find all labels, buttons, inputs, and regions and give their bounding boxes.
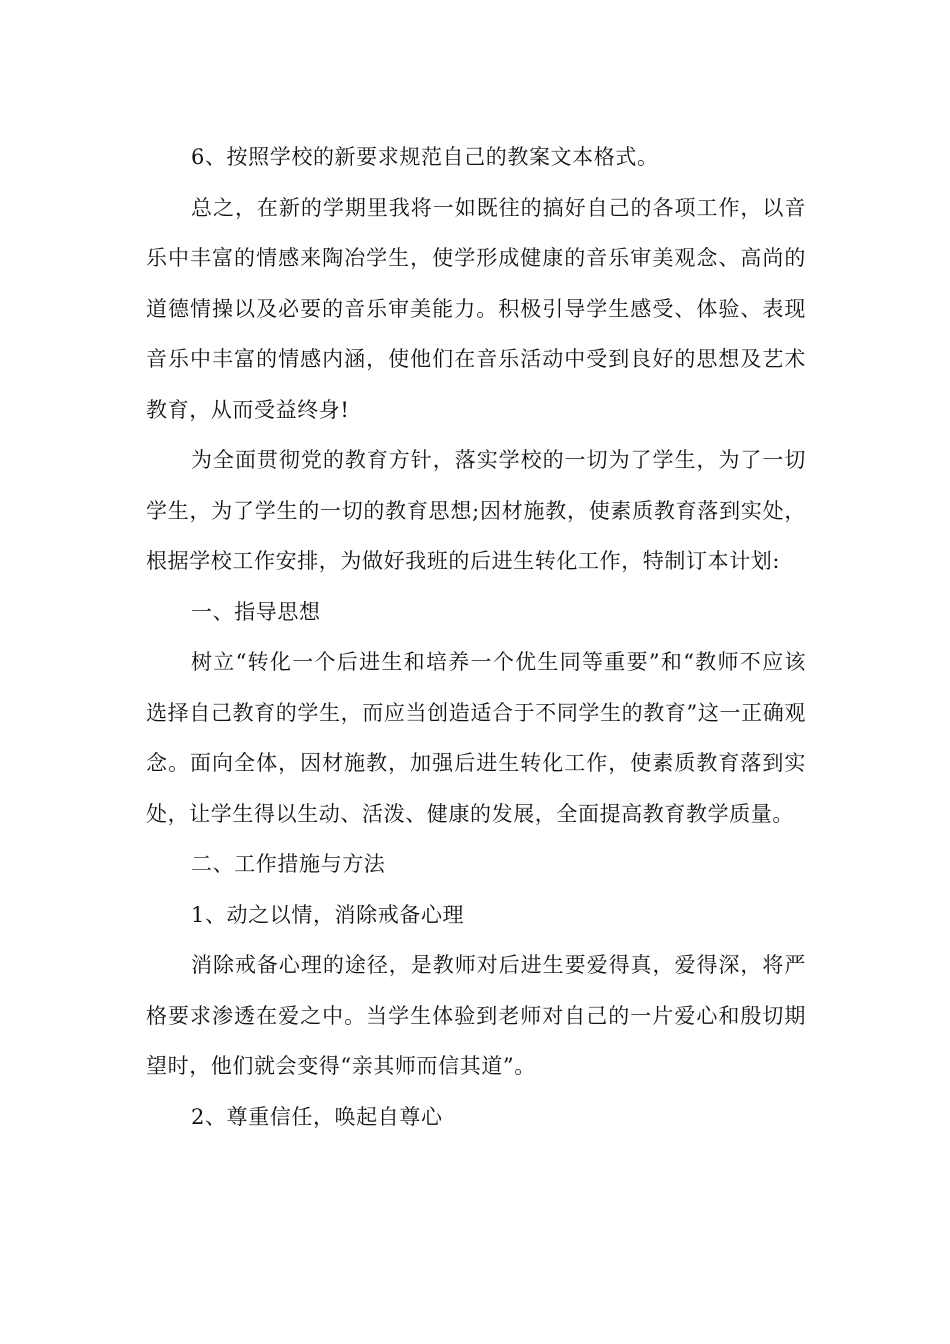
paragraph-item-6: 6、按照学校的新要求规范自己的教案文本格式。 bbox=[191, 145, 659, 169]
subheading-measure-1: 1、动之以情，消除戒备心理 bbox=[191, 902, 465, 927]
paragraph-measure-1: 消除戒备心理的途径，是教师对后进生要爱得真，爱得深，将严格要求渗透在爱之中。当学生体验到老师对自己的一片爱心和殷切期望时，他们就会变得“亲其师而信其道”。 bbox=[146, 953, 806, 1078]
document-page bbox=[146, 132, 806, 1142]
section-heading-guiding-thought: 一、指导思想 bbox=[191, 599, 321, 624]
subheading-measure-2: 2、尊重信任，唤起自尊心 bbox=[191, 1104, 443, 1129]
paragraph-guiding-thought: 树立“转化一个后进生和培养一个优生同等重要”和“教师不应该选择自己教育的学生，而应当创造适合于不同学生的教育”这一正确观念。面向全体，因材施教，加强后进生转化工作，使素质教育落到实处，让学生得以生动、活泼、健康的发展，全面提高教育教学质量。 bbox=[146, 650, 806, 826]
paragraph-intro: 为全面贯彻党的教育方针，落实学校的一切为了学生，为了一切学生，为了学生的一切的教育思想;因材施教，使素质教育落到实处，根据学校工作安排，为做好我班的后进生转化工作，特制订本计划: bbox=[146, 448, 806, 573]
section-heading-measures: 二、工作措施与方法 bbox=[191, 852, 386, 876]
paragraph-summary: 总之，在新的学期里我将一如既往的搞好自己的各项工作，以音乐中丰富的情感来陶冶学生，使学形成健康的音乐审美观念、高尚的道德情操以及必要的音乐审美能力。积极引导学生感受、体验、表现音乐中丰富的情感内涵，使他们在音乐活动中受到良好的思想及艺术教育，从而受益终身! bbox=[146, 195, 806, 422]
